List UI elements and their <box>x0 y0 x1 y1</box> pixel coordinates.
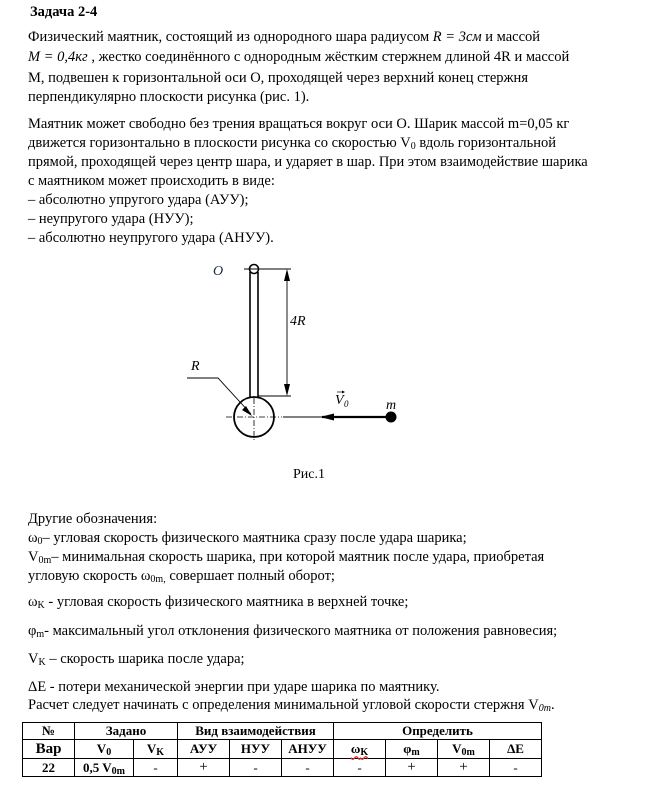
notation-phim <box>28 622 557 642</box>
symbol: ω <box>350 741 361 756</box>
cell-var: 22 <box>23 759 75 777</box>
cell-v0m: + <box>438 759 490 777</box>
notation-text: – скорость шарика после удара; <box>45 651 245 667</box>
label-velocity-sub: 0 <box>344 399 349 409</box>
notation-omega0 <box>28 529 467 549</box>
header-v0 <box>75 740 134 759</box>
symbol: φ <box>403 741 412 756</box>
subscript: m <box>36 629 45 640</box>
header-delta-e: ΔE <box>490 740 542 759</box>
symbol: φ <box>28 623 37 639</box>
notation-vk <box>28 650 245 670</box>
subscript: m <box>411 747 420 758</box>
subscript: 0m <box>111 765 125 777</box>
notation-text: Расчет следует начинать с определения минимальной угловой скорости стержня V <box>28 697 539 713</box>
task-title: Задача 2-4 <box>30 4 98 20</box>
subscript: K <box>360 747 369 758</box>
calc-note <box>28 696 555 716</box>
velocity-arrow-icon <box>320 414 334 421</box>
task-table <box>22 722 542 777</box>
subscript: 0m <box>38 555 52 566</box>
header-v0m <box>438 740 490 759</box>
label-velocity: V <box>335 393 344 408</box>
symbol: V <box>28 651 39 667</box>
cell-vk: - <box>134 759 178 777</box>
value: 0,5 V <box>83 759 112 775</box>
notation-omegak <box>28 593 408 613</box>
motion-line-1: Маятник может свободно без трения вращаться вокруг оси О. Шарик массой m=0,05 кг <box>28 116 570 132</box>
subscript: K <box>156 747 165 758</box>
small-mass-icon <box>386 412 397 423</box>
subscript: 0m, <box>150 574 166 585</box>
subscript: K <box>38 657 46 668</box>
subscript: K <box>37 600 45 611</box>
notation-text: угловую скорость ω <box>28 568 151 584</box>
subscript: 0m <box>538 703 551 714</box>
label-mass-m: m <box>386 398 397 413</box>
header-determine: Определить <box>334 723 542 740</box>
intro-text: Физический маятник, состоящий из однородного шара радиусом <box>28 29 433 45</box>
cell-auu: + <box>178 759 230 777</box>
intro-line-4: перпендикулярно плоскости рисунка (рис. 1). <box>28 89 310 105</box>
header-var: Вар <box>23 740 75 759</box>
table-header-row-2 <box>23 740 542 759</box>
header-given: Задано <box>75 723 178 740</box>
header-nuu: НУУ <box>230 740 282 759</box>
motion-line-3: прямой, проходящей через центр шара, и ударяет в шар. При этом взаимодействие шарика <box>28 154 588 170</box>
notation-text: – угловая скорость физического маятника сразу после удара шарика; <box>42 530 467 546</box>
list-item-nuu: – неупругого удара (НУУ); <box>28 211 194 227</box>
cell-nuu: - <box>230 759 282 777</box>
list-item-auu: – абсолютно упругого удара (АУУ); <box>28 192 249 208</box>
cell-omegak: - <box>334 759 386 777</box>
label-axis-o: O <box>213 264 224 279</box>
notation-text: - угловая скорость физического маятника в верхней точке; <box>44 594 409 610</box>
symbol: V <box>146 741 157 756</box>
figure-caption: Рис.1 <box>293 467 325 482</box>
notation-text: - максимальный угол отклонения физического маятника от положения равновесия; <box>44 623 558 639</box>
symbol: V <box>96 741 107 756</box>
formula-radius: R = 3см <box>432 29 482 45</box>
cell-delta-e: - <box>490 759 542 777</box>
intro-text: и массой <box>485 29 541 45</box>
cell-anuu: - <box>282 759 334 777</box>
intro-line-3: М, подвешен к горизонтальной оси О, проходящей через верхний конец стержня <box>28 70 528 86</box>
header-no: № <box>23 723 75 740</box>
header-auu: АУУ <box>178 740 230 759</box>
header-phim <box>386 740 438 759</box>
header-anuu: АНУУ <box>282 740 334 759</box>
header-vk <box>134 740 178 759</box>
subscript: 0 <box>410 141 416 152</box>
cell-v0 <box>75 759 134 777</box>
header-interaction: Вид взаимодействия <box>178 723 334 740</box>
motion-text: движется горизонтально в плоскости рисунка со скоростью V <box>28 135 411 151</box>
formula-mass: M = 0,4кг <box>28 49 88 65</box>
motion-line-4: с маятником может происходить в виде: <box>28 173 275 189</box>
subscript: 0m <box>461 747 475 758</box>
symbol: ω <box>28 594 38 610</box>
notation-delta-e: ΔЕ - потери механической энергии при ударе шарика по маятнику. <box>28 679 440 695</box>
table-row <box>23 759 542 777</box>
intro-text: , жестко соединённого с однородным жёстким стержнем длиной 4R и массой <box>87 49 570 65</box>
symbol: ω <box>28 530 38 546</box>
cell-phim: + <box>386 759 438 777</box>
symbol: V <box>28 549 39 565</box>
symbol: V <box>452 741 462 756</box>
table-header-row-1 <box>23 723 542 740</box>
notation-text: совершает полный оборот; <box>165 568 335 584</box>
notation-v0m <box>28 548 544 568</box>
list-item-anuu: – абсолютно неупругого удара (АНУУ). <box>28 230 274 246</box>
notation-v0m-cont <box>28 567 335 587</box>
header-omegak <box>334 740 386 759</box>
label-length-4r: 4R <box>290 314 306 329</box>
subscript: 0 <box>106 747 112 758</box>
notation-text: – минимальная скорость шарика, при которой маятник после удара, приобретая <box>51 549 545 565</box>
label-radius-r: R <box>191 359 200 374</box>
notation-heading: Другие обозначения: <box>28 511 158 527</box>
subscript: 0 <box>37 536 43 547</box>
notation-text: . <box>550 697 555 713</box>
motion-text: вдоль горизонтальной <box>415 135 556 151</box>
